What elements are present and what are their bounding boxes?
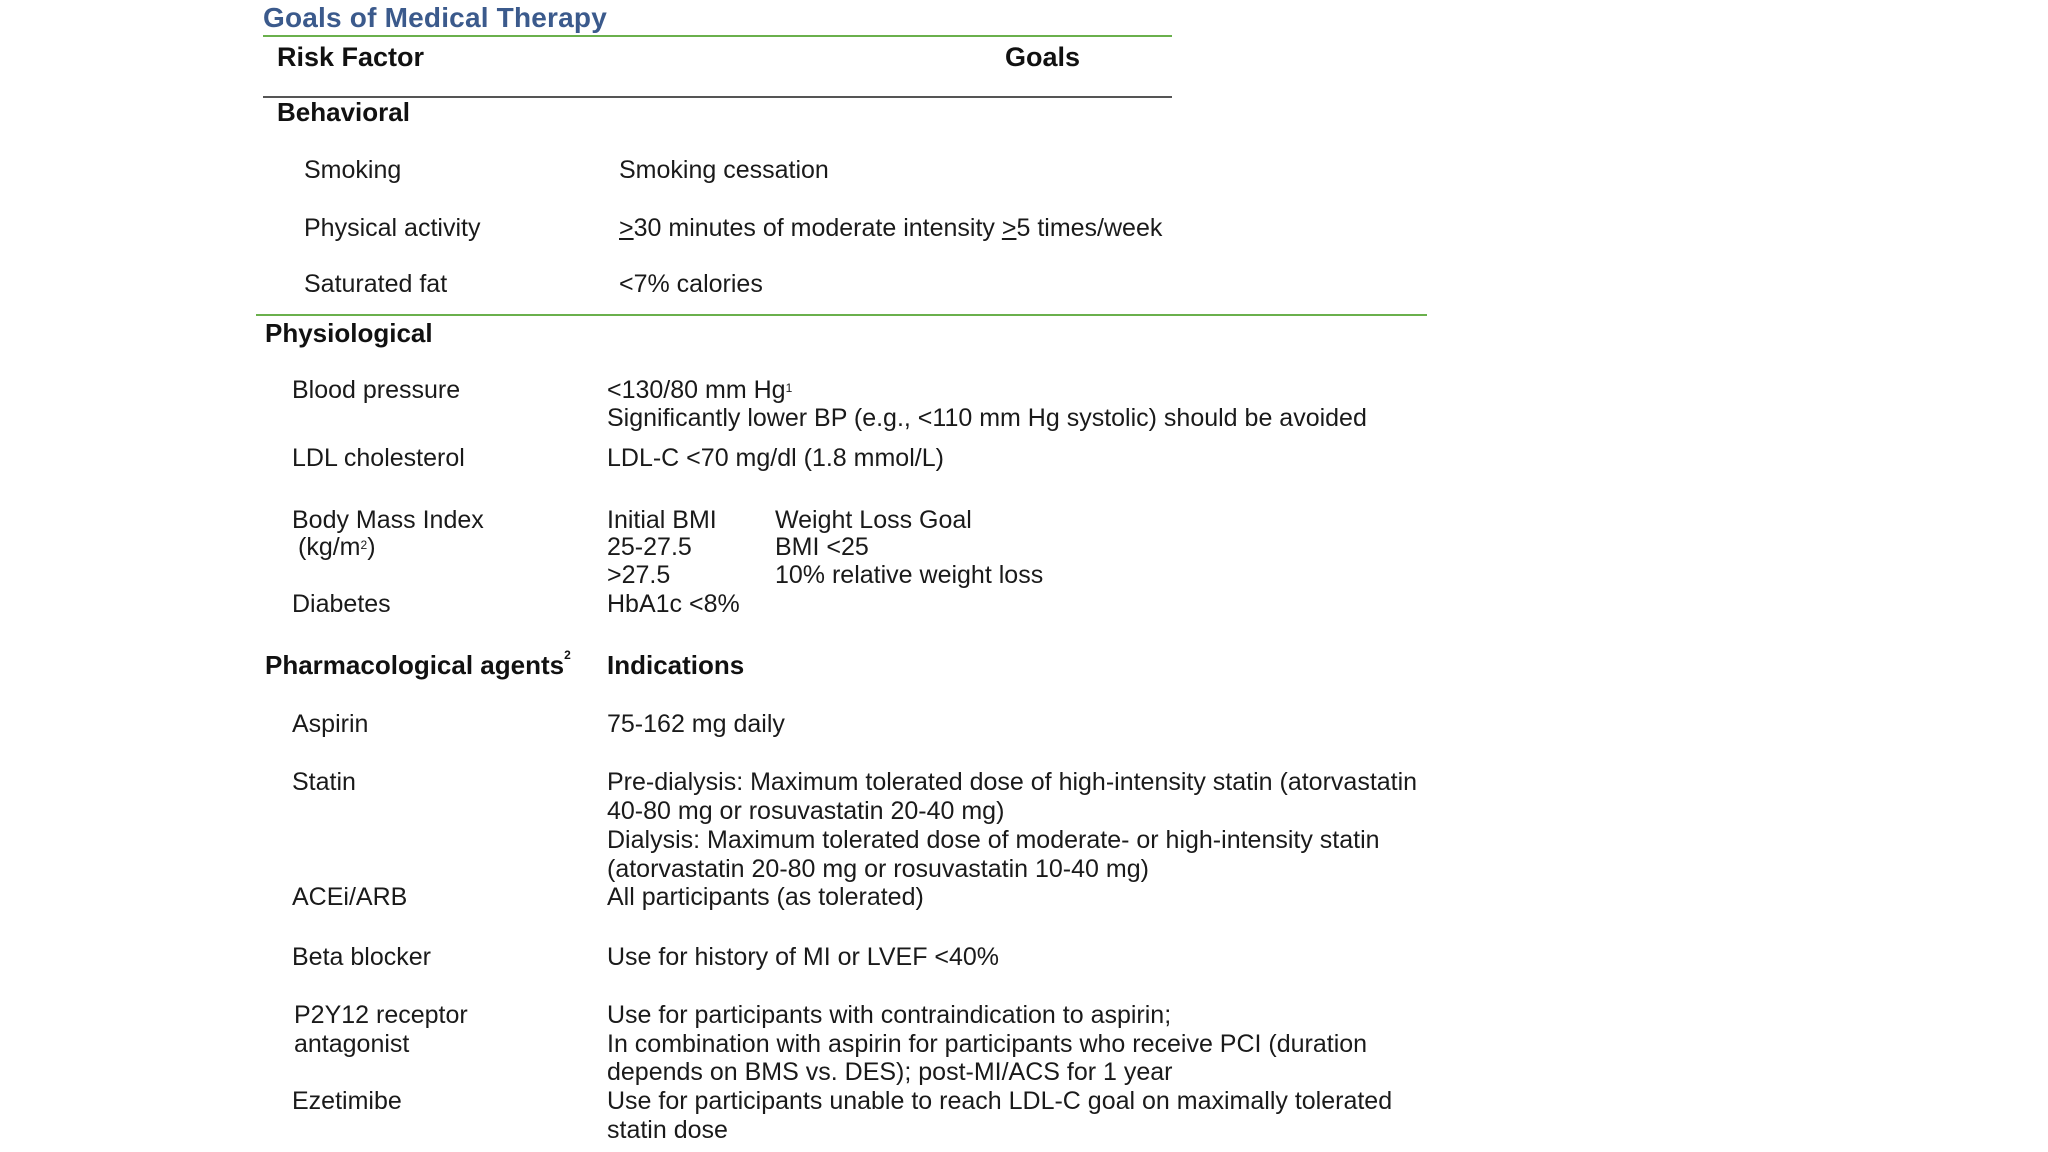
goal-physical-activity [619, 214, 1162, 242]
indication-beta-blocker: Use for history of MI or LVEF <40% [607, 943, 1000, 971]
bmi-initial-header: Initial BMI [607, 506, 717, 534]
page-title: Goals of Medical Therapy [263, 2, 607, 33]
factor-beta-blocker: Beta blocker [292, 943, 431, 971]
indication-p2y12-3: depends on BMS vs. DES); post-MI/ACS for 1 year [607, 1058, 1173, 1086]
section-behavioral: Behavioral [277, 97, 410, 127]
goal-physical-activity-mid: 30 minutes of moderate intensity [633, 214, 1002, 242]
factor-bmi-1: Body Mass Index [292, 506, 484, 534]
section-pharmacological [265, 650, 571, 681]
ge-symbol-1: > [619, 214, 634, 242]
goal-blood-pressure-2: Significantly lower BP (e.g., <110 mm Hg systolic) should be avoided [607, 404, 1367, 432]
factor-p2y12-2: antagonist [294, 1030, 410, 1058]
factor-saturated-fat: Saturated fat [304, 270, 448, 298]
goal-ldl: LDL-C <70 mg/dl (1.8 mmol/L) [607, 444, 944, 472]
header-risk-factor: Risk Factor [277, 42, 425, 72]
indications-header: Indications [607, 650, 745, 680]
factor-diabetes: Diabetes [292, 590, 391, 618]
bmi-initial-2: >27.5 [607, 561, 671, 589]
bmi-sup: 2 [360, 538, 368, 552]
factor-bmi-unit: (kg/m [298, 533, 361, 561]
behavioral-divider [256, 314, 1427, 316]
factor-statin: Statin [292, 768, 356, 796]
indication-statin-4: (atorvastatin 20-80 mg or rosuvastatin 10-40 mg) [607, 855, 1149, 883]
indication-aspirin: 75-162 mg daily [607, 710, 785, 738]
goal-diabetes: HbA1c <8% [607, 590, 740, 618]
section-physiological: Physiological [265, 318, 433, 348]
factor-bmi-unit-close: ) [367, 533, 376, 561]
factor-smoking: Smoking [304, 156, 402, 184]
indication-statin-3: Dialysis: Maximum tolerated dose of moderate- or high-intensity statin [607, 826, 1380, 854]
bmi-goal-header: Weight Loss Goal [775, 506, 972, 534]
bmi-goal-1: BMI <25 [775, 533, 869, 561]
indication-ezetimibe-1: Use for participants unable to reach LDL-C goal on maximally tolerated [607, 1087, 1393, 1115]
bmi-initial-1: 25-27.5 [607, 533, 692, 561]
footnote-1: 1 [785, 381, 793, 395]
goal-blood-pressure-1 [607, 376, 792, 404]
ge-symbol-2: > [1001, 214, 1017, 242]
footnote-2: 2 [564, 648, 571, 662]
bmi-goal-2: 10% relative weight loss [775, 561, 1044, 589]
factor-physical-activity: Physical activity [304, 214, 481, 242]
goal-saturated-fat: <7% calories [619, 270, 763, 298]
pharmacological-label: Pharmacological agents [265, 650, 565, 680]
factor-p2y12-1: P2Y12 receptor [294, 1001, 468, 1029]
indication-acei-arb: All participants (as tolerated) [607, 883, 924, 911]
indication-ezetimibe-2: statin dose [607, 1116, 728, 1144]
factor-aspirin: Aspirin [292, 710, 369, 738]
title-underline [263, 35, 1172, 37]
factor-ezetimibe: Ezetimibe [292, 1087, 402, 1115]
factor-ldl: LDL cholesterol [292, 444, 465, 472]
indication-statin-1: Pre-dialysis: Maximum tolerated dose of high-intensity statin (atorvastatin [607, 768, 1418, 796]
goal-blood-pressure-value: <130/80 mm Hg [607, 376, 786, 404]
goal-physical-activity-end: 5 times/week [1016, 214, 1163, 242]
indication-p2y12-1: Use for participants with contraindication to aspirin; [607, 1001, 1172, 1029]
indication-statin-2: 40-80 mg or rosuvastatin 20-40 mg) [607, 797, 1005, 825]
indication-p2y12-2: In combination with aspirin for participants who receive PCI (duration [607, 1030, 1368, 1058]
factor-blood-pressure: Blood pressure [292, 376, 461, 404]
factor-bmi-2 [298, 533, 376, 561]
goal-smoking: Smoking cessation [619, 156, 829, 184]
header-goals: Goals [1005, 42, 1081, 72]
factor-acei-arb: ACEi/ARB [292, 883, 408, 911]
